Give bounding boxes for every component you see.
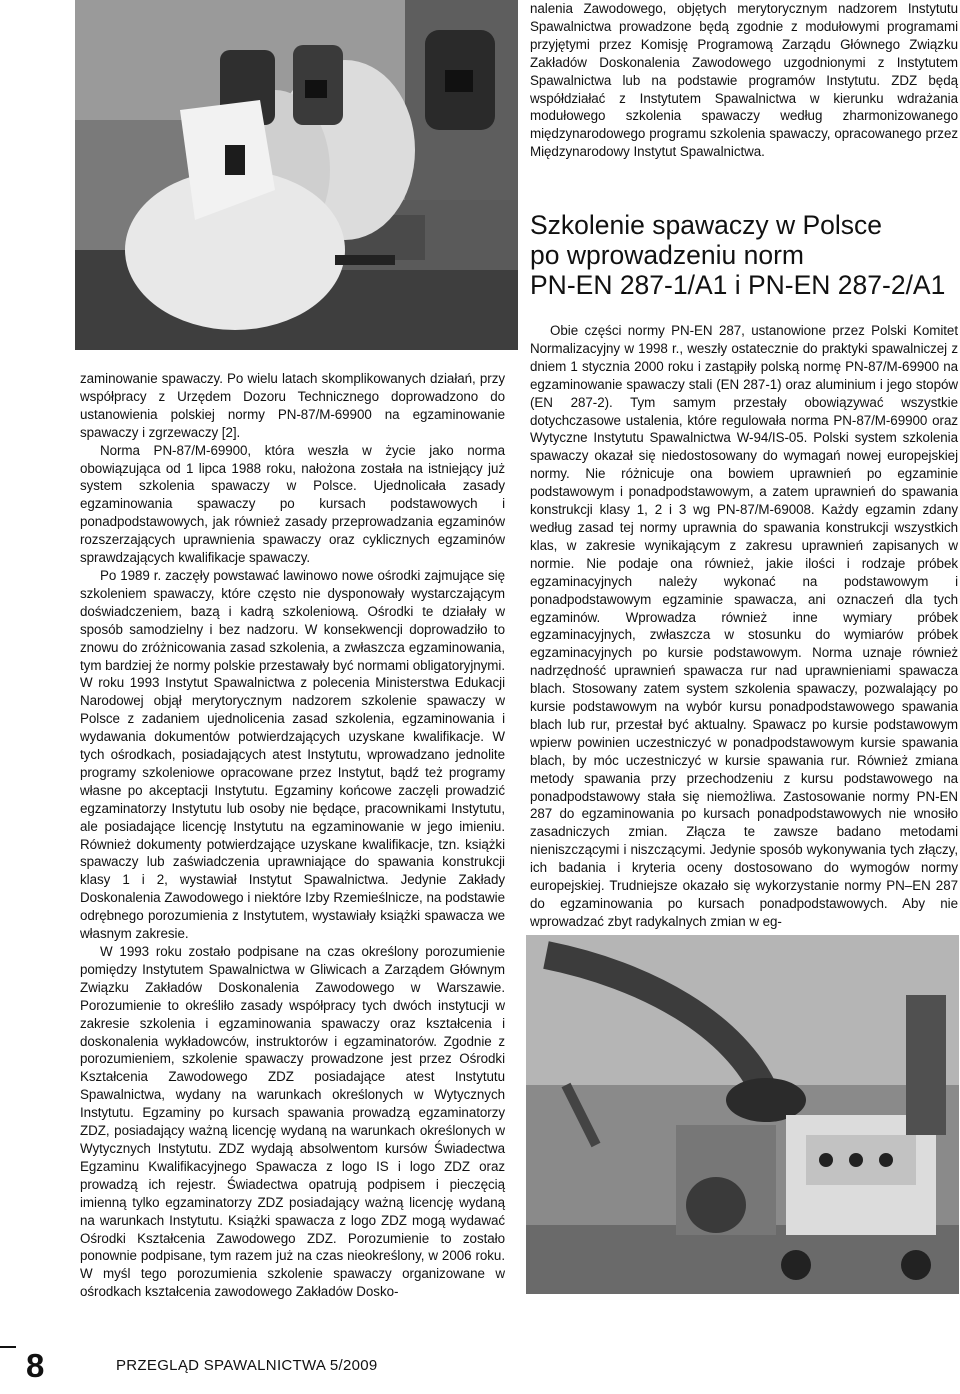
column-left: [80, 370, 505, 1301]
photo-welders-training: [75, 0, 518, 350]
column-right-top: [530, 0, 958, 161]
article-title: [530, 210, 950, 300]
paragraph-left-2: Norma PN-87/M-69900, która weszła w życie jako norma obowiązująca od 1 lipca 1988 roku, nałożona została na istniejący już system szkolenia spawaczy w Polsce. Ujednolicała zasady egzaminowania spawaczy po kursach podstawowych i ponadpodstawowych, jak również zasady przeprowadzania egzaminów rozszerzających uprawnienia spawaczy oraz cyklicznych egzaminów sprawdzających kwalifikacje spawaczy.: [80, 442, 505, 566]
paragraph-left-1: zaminowanie spawaczy. Po wielu latach skomplikowanych działań, przy współpracy z Urzędem Dozoru Technicznego doprowadzono do ustanowienia polskiej normy PN-87/M-69900 na egzaminowanie spawaczy i zgrzewaczy [2].: [80, 371, 505, 440]
photo-equipment-image: [526, 935, 959, 1294]
title-line-1: Szkolenie spawaczy w Polsce: [530, 210, 883, 240]
paragraph-right-middle: Obie części normy PN-EN 287, ustanowione przez Polski Komitet Normalizacyjny w 1998 r., weszły ostatecznie do praktyki spawalniczej z dniem 1 stycznia 2000 roku i zastąpiły polską normę PN-87/M-69900 na egzaminowanie spawaczy stali (EN 287-1) oraz aluminium i jego stopów (EN 287-2). Tym samym przestały obowiązywać wszystkie dotychczasowe ustalenia, które regulowała norma PN-87/M-69900 oraz Wytyczne Instytutu Spawalnictwa W-94/IS-05. Polski system szkolenia spawaczy okazał się niedostosowany do wymagań nowej europejskiej normy. Nie różnicuje ona bowiem uprawnień po egzaminie podstawowym i ponadpodstawowym, a zatem uprawnień do spawania konstrukcji klasy 1, 2 i 3 wg PN-87/M-69008. Każdy egzamin zdany według zasad tej normy uprawnia do spawania konstrukcji wszystkich klas, w zakresie wynikającym z zakresu uprawnień zapisanych w normie. Nie podaje ona również, jakie ilości i rodzaje próbek egzaminacyjnych należy wykonać na podstawowym i ponadpodstawowym egzaminie spawacza, ani oznaczeń dla tych egzaminów. Wprowadza również inne wymiary próbek egzaminacyjnych, zwłaszcza w stosunku do wymiarów próbek egzaminacyjnych po kursie podstawowym. Norma uznaje również nadrzędność uprawnień spawacza rur nad uprawnieniami spawacza blach. Stosowany zatem system szkolenia spawaczy, pozwalający po kursie podstawowym na wybór kursu ponadpodstawowego spawania blach lub rur, przestał być aktualny. Spawacz po kursie podstawowym wpierw powinien uczestniczyć w ponadpodstawowym kursie spawania blach, by móc uczestniczyć w kursie spawania rur. Również zmiana metody spawania przy przechodzeniu z kursu podstawowego na ponadpodstawowy stała się niemożliwa. Zastosowanie normy PN-EN 287 do egzaminowania po kursach ponadpodstawowych nie wnosiło zasadniczych zmian. Złącza te zawsze badano metodami nieniszczącymi i niszczącymi. Jedynie sposób wykonywania tych złączy, ich badania i kryteria oceny dostosowano do wymogów normy europejskiej. Trudniejsze okazało się wykorzystanie normy PN–EN 287 do egzaminowania po kursach ponadpodstawowych. Aby nie wprowadzać zbyt radykalnych zmian w eg-: [530, 323, 958, 929]
title-line-2: po wprowadzeniu norm: [530, 240, 804, 270]
photo-welding-equipment: [526, 935, 959, 1294]
footer-rule: [0, 1346, 16, 1348]
journal-name: PRZEGLĄD SPAWALNICTWA 5/2009: [116, 1357, 378, 1374]
page-number: 8: [26, 1347, 45, 1384]
paragraph-right-top: nalenia Zawodowego, objętych merytorycznym nadzorem Instytutu Spawalnictwa prowadzone będą zgodnie z modułowymi programami przyjętymi przez Komisję Programową Zarządu Głównego Związku Zakładów Doskonalenia Zawodowego uzgodnionymi z Instytutem Spawalnictwa lub na podstawie programów Instytutu. ZDZ będą współdziałać z Instytutem Spawalnictwa w kierunku wdrażania modułowego szkolenia spawaczy według zharmonizowanego międzynarodowego programu szkolenia spawaczy, opracowanego przez Międzynarodowy Instytut Spawalnictwa.: [530, 1, 958, 160]
paragraph-left-3: Po 1989 r. zaczęły powstawać lawinowo nowe ośrodki zajmujące się szkoleniem spawaczy, które często nie dysponowały wystarczającym doświadczeniem, bazą i kadrą szkoleniową. Ośrodki te działały w sposób samodzielny i bez nadzoru. W konsekwencji doprowadziło to znowu do zróżnicowania zasad szkolenia, a zwłaszcza egzaminowania, tym bardziej że normy polskie przestawały być normami obligatoryjnymi. W roku 1993 Instytut Spawalnictwa z polecenia Ministerstwa Edukacji Narodowej objął merytorycznym nadzorem szkolenie spawaczy w Polsce z zadaniem ujednolicenia zasad szkolenia, egzaminowania i wydawania dokumentów potwierdzających uzyskane kwalifikacje. W tych ośrodkach, posiadających atest Instytutu, wprowadzano jednolite programy szkoleniowe opracowane przez Instytut, bądź też programy własne po akceptacji Instytutu. Egzaminy końcowe zaczęli prowadzić egzaminatorzy Instytutu lub osoby nie będące, pracownikami Instytutu, ale posiadające licencję Instytutu na egzaminowanie w jego imieniu. Również dokumenty potwierdzające uzyskane kwalifikacje, tzn. książki spawaczy lub zaświadczenia uprawniające do spawania konstrukcji klasy 1 i 2, wystawiał Instytut Spawalnictwa. Jedynie Zakłady Doskonalenia Zawodowego i niektóre Izby Rzemieślnicze, na podstawie odrębnego porozumienia z Instytutem, wystawiały książki spawacza we własnym zakresie.: [80, 567, 505, 942]
photo-welders-image: [75, 0, 518, 350]
paragraph-left-4: W 1993 roku zostało podpisane na czas określony porozumienie pomiędzy Instytutem Spawalnictwa w Gliwicach a Zarządem Głównym Związku Zakładów Doskonalenia Zawodowego w Warszawie. Porozumienie to określiło zasady współpracy tych dwóch instytucji w zakresie szkolenia i egzaminowania spawaczy oraz kształcenia i doskonalenia wykładowców, instruktorów i egzaminatorów. Zgodnie z porozumieniem, szkolenie spawaczy prowadzone jest przez Ośrodki Kształcenia Zawodowego ZDZ posiadające atest Instytutu Spawalnictwa, wydany na warunkach określonych w Wytycznych Instytutu. Egzaminy po kursach spawania prowadzą egzaminatorzy ZDZ, posiadający ważną licencję wydaną na warunkach określonych w Wytycznych Instytutu. ZDZ wydają absolwentom kursów Świadectwa Egzaminu Kwalifikacyjnego Spawacza z logo IS i logo ZDZ oraz prowadzą ich rejestr. Świadectwa opatrują podpisem i pieczęcią imienną tylko egzaminatorzy ZDZ posiadający ważną licencję wydaną na warunkach Instytutu. Książki spawacza z logo ZDZ mogą wydawać Ośrodki Kształcenia Zawodowego ZDZ. Porozumienie to zostało ponownie podpisane, tym razem już na czas nieokreślony, w 2006 roku. W myśl tego porozumienia szkolenie spawaczy organizowane w ośrodkach kształcenia zawodowego Zakładów Dosko-: [80, 944, 505, 1300]
column-right-middle: [530, 322, 958, 931]
title-line-3: PN-EN 287-1/A1 i PN-EN 287-2/A1: [530, 270, 946, 300]
